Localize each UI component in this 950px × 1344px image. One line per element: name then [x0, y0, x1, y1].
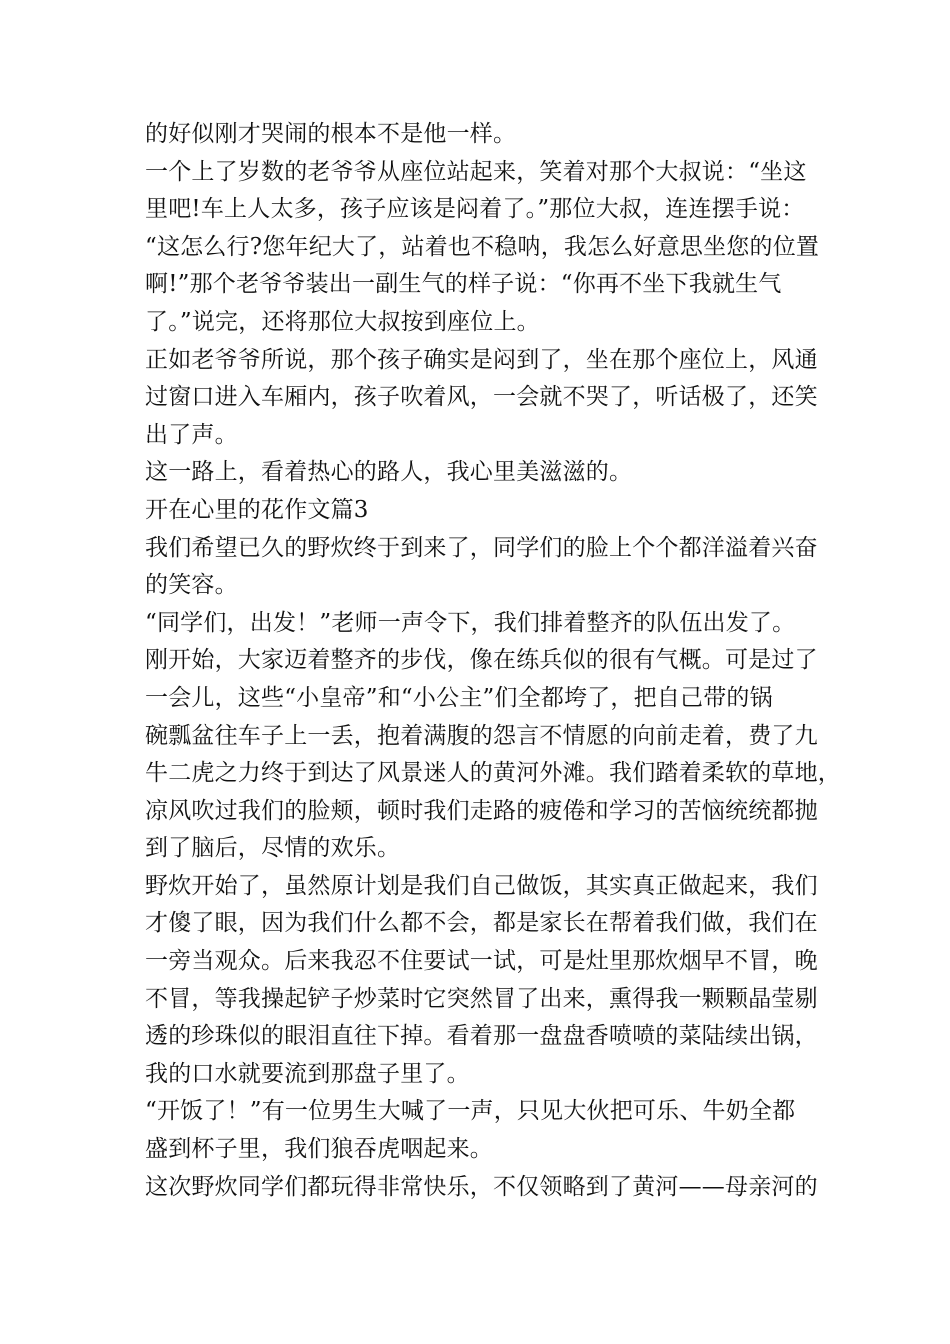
- text-line: 的好似刚才哭闹的根本不是他一样。: [145, 121, 517, 147]
- text-line: 牛二虎之力终于到达了风景迷人的黄河外滩。我们踏着柔软的草地，: [145, 760, 841, 787]
- text-line: 盛到杯子里，我们狼吞虎咽起来。: [145, 1136, 493, 1163]
- text-line: 里吧!车上人太多，孩子应该是闷着了。”那位大叔，连连摆手说：: [145, 196, 805, 223]
- text-line: 碗瓢盆往车子上一丢，抱着满腹的怨言不情愿的向前走着，费了九: [145, 722, 818, 749]
- section-heading: 开在心里的花作文篇3: [145, 496, 369, 523]
- text-line: 透的珍珠似的眼泪直往下掉。看着那一盘盘香喷喷的菜陆续出锅，: [145, 1023, 818, 1050]
- essay-text: [145, 116, 841, 1206]
- text-line: 过窗口进入车厢内，孩子吹着风，一会就不哭了，听话极了，还笑: [145, 384, 818, 411]
- text-line: 一旁当观众。后来我忍不住要试一试，可是灶里那炊烟早不冒，晚: [145, 948, 818, 975]
- text-line: 了。”说完，还将那位大叔按到座位上。: [145, 308, 540, 335]
- text-line: 这一路上，看着热心的路人，我心里美滋滋的。: [145, 459, 633, 486]
- text-line: 一会儿，这些“小皇帝”和“小公主”们全都垮了，把自己带的锅: [145, 684, 773, 711]
- text-line: 正如老爷爷所说，那个孩子确实是闷到了，坐在那个座位上，风通: [145, 346, 818, 373]
- text-line: 我们希望已久的野炊终于到来了，同学们的脸上个个都洋溢着兴奋: [145, 534, 818, 561]
- text-line: “这怎么行?您年纪大了，站着也不稳呐，我怎么好意思坐您的位置: [145, 233, 820, 260]
- text-line: 的笑容。: [145, 572, 238, 599]
- text-line: “开饭了！”有一位男生大喊了一声，只见大伙把可乐、牛奶全都: [145, 1098, 796, 1125]
- text-line: 刚开始，大家迈着整齐的步伐，像在练兵似的很有气概。可是过了: [145, 647, 818, 674]
- text-line: 才傻了眼，因为我们什么都不会，都是家长在帮着我们做，我们在: [145, 910, 818, 937]
- text-line: 我的口水就要流到那盘子里了。: [145, 1060, 470, 1087]
- text-line: 这次野炊同学们都玩得非常快乐，不仅领略到了黄河——母亲河的: [145, 1173, 818, 1200]
- text-line: 不冒，等我操起铲子炒菜时它突然冒了出来，熏得我一颗颗晶莹剔: [145, 985, 818, 1012]
- text-line: 凉风吹过我们的脸颊，顿时我们走路的疲倦和学习的苦恼统统都抛: [145, 797, 818, 824]
- text-line: 到了脑后，尽情的欢乐。: [145, 835, 401, 862]
- text-line: 一个上了岁数的老爷爷从座位站起来，笑着对那个大叔说：“坐这: [145, 158, 807, 185]
- text-line: “同学们，出发！”老师一声令下，我们排着整齐的队伍出发了。: [145, 609, 796, 636]
- text-line: 啊!”那个老爷爷装出一副生气的样子说：“你再不坐下我就生气: [145, 271, 782, 298]
- text-line: 野炊开始了，虽然原计划是我们自己做饭，其实真正做起来，我们: [145, 872, 818, 899]
- text-line: 出了声。: [145, 421, 238, 448]
